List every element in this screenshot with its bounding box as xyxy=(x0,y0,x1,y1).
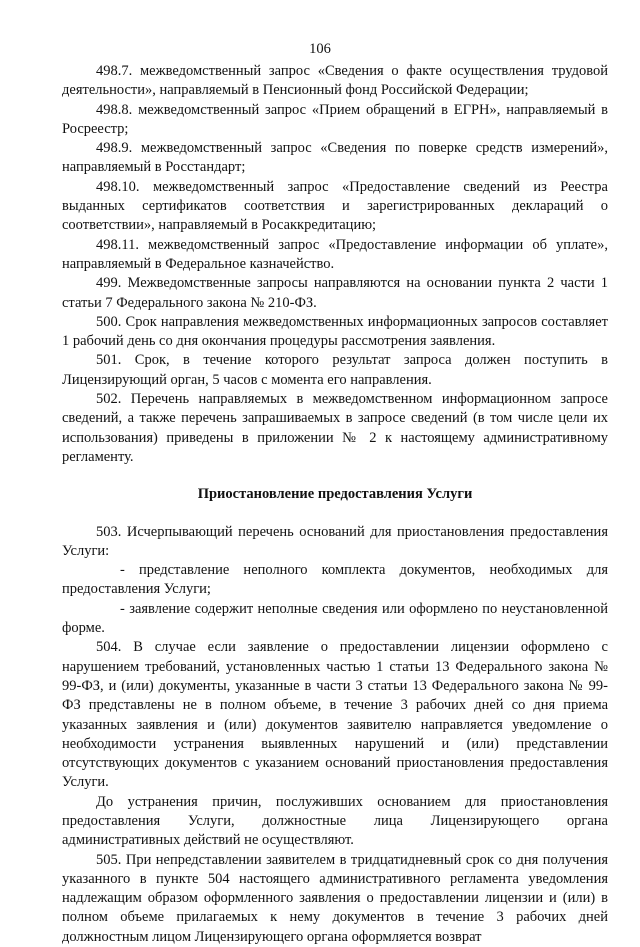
paragraph-505: 505. При непредставлении заявителем в тридцатидневный срок со дня получения указанного в пункте 504 настоящего административного регламента уведомления надлежащим образом оформленного заявления о предоставлении лицензии и (или) в полном объеме прилагаемых к нему документов в течение 3 рабочих дней должностным лицом Лицензирующего органа оформляется возврат xyxy=(62,851,608,945)
page-number: 106 xyxy=(309,41,331,57)
section-heading: Приостановление предоставления Услуги xyxy=(197,486,473,503)
paragraph-498-7: 498.7. межведомственный запрос «Сведения о факте осуществления трудовой деятельности», направляемый в Пенсионный фонд Российской Федерации; xyxy=(62,63,608,99)
paragraph-498-8: 498.8. межведомственный запрос «Прием обращений в ЕГРН», направляемый в Росреестр; xyxy=(62,101,608,137)
paragraph-501: 501. Срок, в течение которого результат запроса должен поступить в Лицензирующий орган, 5 часов с момента его направления. xyxy=(62,352,608,388)
paragraph-498-11: 498.11. межведомственный запрос «Предоставление информации об уплате», направляемый в Федеральное казначейство. xyxy=(62,236,608,272)
paragraph-500: 500. Срок направления межведомственных информационных запросов составляет 1 рабочий день со дня окончания процедуры рассмотрения заявления. xyxy=(62,313,608,350)
paragraph-504: 504. В случае если заявление о предоставлении лицензии оформлено с нарушением требований, установленных частью 1 статьи 13 Федерального закона № 99-ФЗ, и (или) документы, указанные в части 3 статьи 13 Федерального закона № 99-ФЗ представлены не в полном объеме, в течение 3 рабочих дней со дня приема указанных заявления и (или) документов заявителю направляется уведомление о необходимости устранения выявленных нарушений и (или) представлении отсутствующих документов с указанием оснований приостановления предоставления Услуги. xyxy=(62,639,608,791)
list-item-incomplete-application: - заявление содержит неполные сведения или оформлено по неустановленной форме. xyxy=(62,600,608,637)
paragraph-502: 502. Перечень направляемых в межведомственном информационном запросе сведений, а также перечень запрашиваемых в запросе сведений (в том числе цели их использования) приведены в приложении № 2 к настоящему административному регламенту. xyxy=(62,391,608,465)
list-item-incomplete-documents: - представление неполного комплекта документов, необходимых для предоставления Услуги; xyxy=(62,562,608,598)
paragraph-499: 499. Межведомственные запросы направляются на основании пункта 2 части 1 статьи 7 Федерального закона № 210-ФЗ. xyxy=(62,275,608,311)
document-body xyxy=(62,62,608,947)
paragraph-503: 503. Исчерпывающий перечень оснований для приостановления предоставления Услуги: xyxy=(62,523,608,559)
paragraph-504-continued: До устранения причин, послуживших основанием для приостановления предоставления Услуги, должностные лица Лицензирующего органа административных действий не осуществляют. xyxy=(62,793,608,849)
paragraph-498-10: 498.10. межведомственный запрос «Предоставление сведений из Реестра выданных сертификатов соответствия и зарегистрированных деклараций о соответствии», направляемый в Росаккредитацию; xyxy=(62,178,608,234)
paragraph-498-9: 498.9. межведомственный запрос «Сведения по поверке средств измерений», направляемый в Росстандарт; xyxy=(62,140,608,176)
